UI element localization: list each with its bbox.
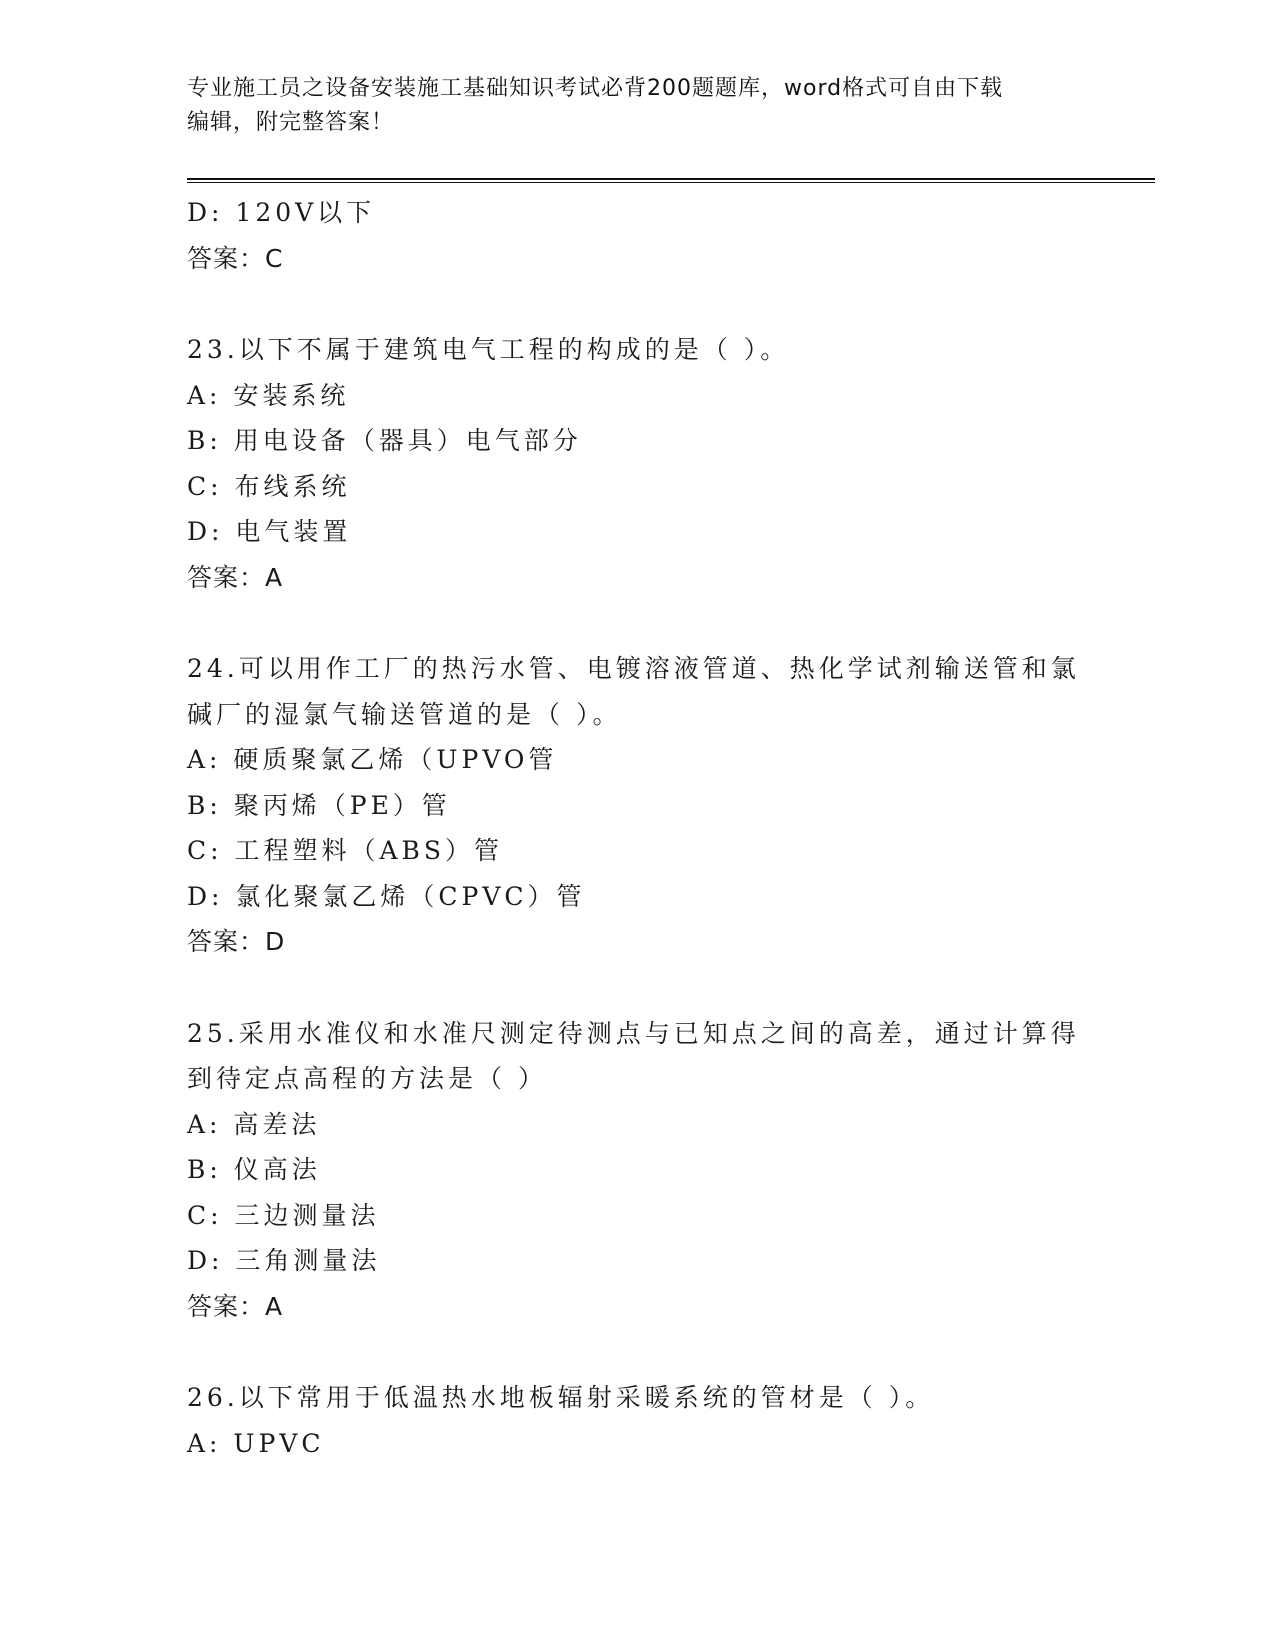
question-block xyxy=(187,327,1087,600)
header-divider-thin xyxy=(187,182,1155,183)
option-d: D: 三角测量法 xyxy=(187,1246,381,1275)
question-stem: 24.可以用作工厂的热污水管、电镀溶液管道、热化学试剂输送管和氯 xyxy=(187,654,1080,683)
question-block xyxy=(187,646,1087,965)
option-b: B: 仪高法 xyxy=(187,1155,321,1184)
option-a: A: 硬质聚氯乙烯（UPVO管 xyxy=(187,745,558,774)
header-divider-thick xyxy=(187,178,1155,180)
answer: 答案：A xyxy=(187,1291,284,1321)
spacer xyxy=(187,965,1087,1011)
question-stem: 25.采用水准仪和水准尺测定待测点与已知点之间的高差，通过计算得 xyxy=(187,1018,1080,1048)
previous-answer: 答案：C xyxy=(187,243,284,273)
header-line-1: 专业施工员之设备安装施工基础知识考试必背200题题库，word格式可自由下载 xyxy=(187,76,1004,101)
option-a: A: 高差法 xyxy=(187,1109,321,1139)
question-block xyxy=(187,1375,1087,1466)
option-c: C: 三边测量法 xyxy=(187,1200,380,1230)
question-stem: 23.以下不属于建筑电气工程的构成的是（ ）。 xyxy=(187,335,790,364)
option-b: B: 用电设备（器具）电气部分 xyxy=(187,426,582,455)
spacer xyxy=(187,1329,1087,1375)
option-a: A: UPVC xyxy=(187,1428,325,1458)
answer: 答案：A xyxy=(187,562,284,592)
question-stem-continued: 碱厂的湿氯气输送管道的是（ ）。 xyxy=(187,699,622,729)
question-block xyxy=(187,1011,1087,1330)
option-a: A: 安装系统 xyxy=(187,380,350,410)
spacer xyxy=(187,281,1087,327)
question-stem: 26.以下常用于低温热水地板辐射采暖系统的管材是（ ）。 xyxy=(187,1383,935,1412)
option-c: C: 布线系统 xyxy=(187,471,351,501)
previous-option-d: D: 120V以下 xyxy=(187,198,376,227)
document-header xyxy=(187,72,1087,140)
header-line-2: 编辑，附完整答案！ xyxy=(187,110,395,135)
option-d: D: 电气装置 xyxy=(187,517,352,546)
option-b: B: 聚丙烯（PE）管 xyxy=(187,790,451,820)
question-content xyxy=(187,190,1087,1466)
option-c: C: 工程塑料（ABS）管 xyxy=(187,836,504,865)
answer: 答案：D xyxy=(187,927,286,956)
option-d: D: 氯化聚氯乙烯（CPVC）管 xyxy=(187,881,586,911)
spacer xyxy=(187,600,1087,646)
question-stem-continued: 到待定点高程的方法是（ ） xyxy=(187,1064,547,1093)
